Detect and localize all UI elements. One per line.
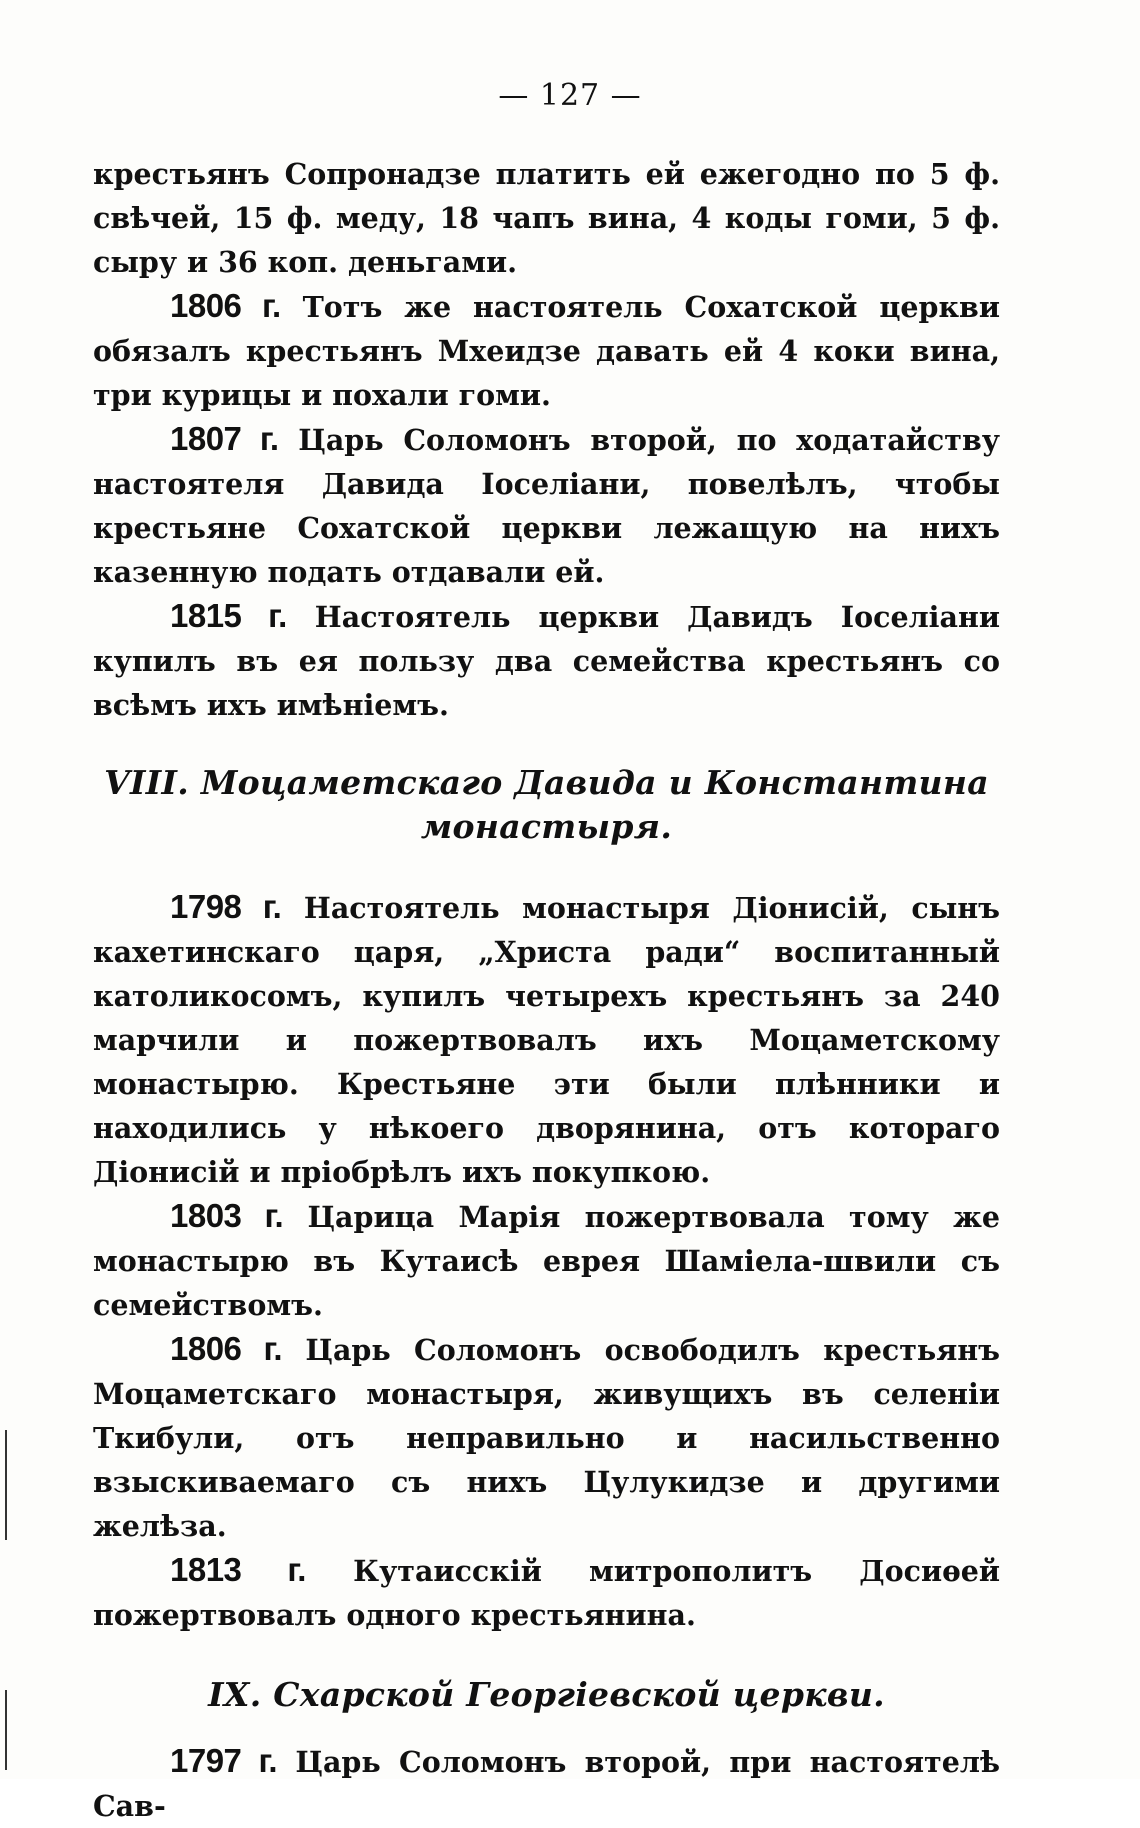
entry-year: 1797 г. xyxy=(170,1742,278,1779)
entry-paragraph xyxy=(93,1327,1000,1548)
entry-year: 1815 г. xyxy=(170,597,287,634)
entry-text: Настоятель монастыря Діонисій, сынъ кахетинскаго царя, „Христа ради“ воспитанный католикосомъ, купилъ четырехъ крестьянъ за 240 марчили и пожертвовалъ ихъ Моцаметскому монастырю. Крестьяне эти были плѣнники и находились у нѣкоего дворянина, отъ котораго Діонисій и пріобрѣлъ ихъ покупкою. xyxy=(93,891,1000,1189)
entry-paragraph xyxy=(93,417,1000,594)
section-heading: IX. Схарской Георгіевской церкви. xyxy=(208,1675,885,1714)
entry-text: Настоятель церкви Давидъ Іоселіани купилъ въ ея пользу два семейства крестьянъ со всѣмъ ихъ имѣніемъ. xyxy=(93,600,1000,722)
entry-text: Царь Соломонъ освободилъ крестьянъ Моцаметскаго монастыря, живущихъ въ селеніи Ткибули, отъ неправильно и насильственно взыскиваемаго съ нихъ Цулукидзе и другими желѣза. xyxy=(93,1333,1000,1543)
page-body xyxy=(93,152,1000,1828)
entry-paragraph xyxy=(93,1548,1000,1637)
entry-paragraph xyxy=(93,1739,1000,1828)
scan-edge-mark xyxy=(5,1690,7,1770)
entry-text: Царица Марія пожертвовала тому же монастырю въ Кутаисѣ еврея Шаміела-швили съ семействомъ. xyxy=(93,1200,1000,1322)
entry-text: Кутаисскій митрополитъ Досиѳей пожертвовалъ одного крестьянина. xyxy=(93,1554,1000,1632)
section-heading: VIII. Моцаметскаго Давида и Константина монастыря. xyxy=(104,763,989,846)
scan-edge-mark xyxy=(5,1430,7,1540)
entry-paragraph xyxy=(93,885,1000,1194)
entry-year: 1806 г. xyxy=(170,1330,283,1367)
entry-paragraph xyxy=(93,594,1000,727)
entry-text: Царь Соломонъ второй, по ходатайству настоятеля Давида Іоселіани, повелѣлъ, чтобы крестьяне Сохатской церкви лежащую на нихъ казенную подать отдавали ей. xyxy=(93,423,1000,589)
entry-paragraph xyxy=(93,284,1000,417)
entry-year: 1806 г. xyxy=(170,287,281,324)
entry-text: Тотъ же настоятель Сохатской церкви обязалъ крестьянъ Мхеидзе давать ей 4 коки вина, три курицы и похали гоми. xyxy=(93,290,1000,412)
page-number: — 127 — xyxy=(498,78,642,113)
entry-text: Царь Соломонъ второй, при настоятелѣ Сав- xyxy=(93,1745,1000,1823)
entry-year: 1803 г. xyxy=(170,1197,284,1234)
opening-paragraph: крестьянъ Сопронадзе платить ей ежегодно по 5 ф. свѣчей, 15 ф. меду, 18 чапъ вина, 4 коды гоми, 5 ф. сыру и 36 коп. деньгами. xyxy=(93,157,1000,279)
entry-year: 1807 г. xyxy=(170,420,279,457)
entry-year: 1798 г. xyxy=(170,888,282,925)
entry-paragraph xyxy=(93,1194,1000,1327)
entry-year: 1813 г. xyxy=(170,1551,306,1588)
